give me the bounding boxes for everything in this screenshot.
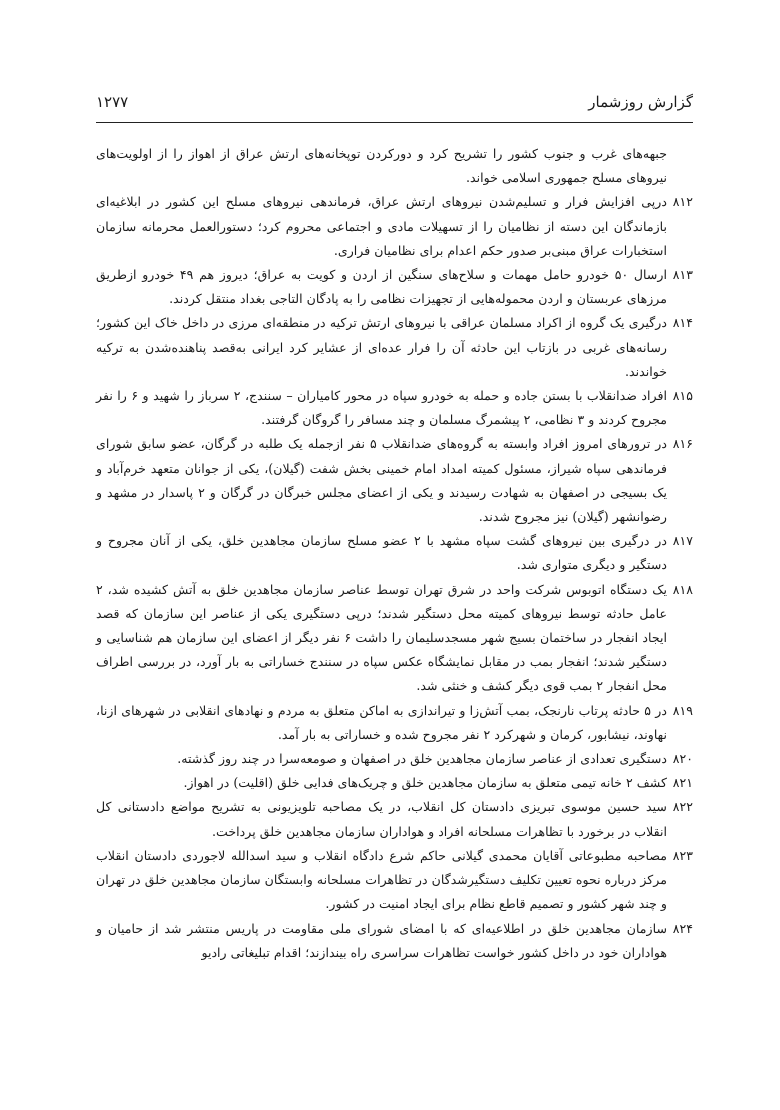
entry-number: ۸۱۲	[672, 194, 693, 210]
entry-817	[96, 529, 693, 577]
entry-text: دستگیری تعدادی از عناصر سازمان مجاهدین خلق در اصفهان و صومعه‌سرا در چند روز گذشته.	[177, 751, 667, 767]
entry-text: ارسال ۵۰ خودرو حامل مهمات و سلاح‌های سنگین از اردن و کویت به عراق؛ دیروز هم ۴۹ خودرو ازطریق مرزهای عربستان و اردن محموله‌هایی از تجهیزات نظامی را به پادگان التاجی بغداد منتقل کردند.	[96, 267, 668, 307]
entry-815	[96, 384, 693, 432]
header-divider	[96, 122, 693, 123]
entry-824	[96, 917, 693, 965]
entry-text: درگیری یک گروه از اکراد مسلمان عراقی با نیروهای ارتش ترکیه در منطقه‌ای مرزی در داخل خاک این کشور؛ رسانه‌های غربی در بازتاب این حادثه آن را فرار عده‌ای از عشایر کرد ایرانی به‌قصد پناهنده‌شدن به ترکیه خواندند.	[96, 315, 667, 379]
entry-number: ۸۱۹	[672, 702, 693, 718]
entry-text: مصاحبه مطبوعاتی آقایان محمدی گیلانی حاکم شرع دادگاه انقلاب و سید اسدالله لاجوردی دادستان انقلاب مرکز درباره نحوه تعیین تکلیف دستگیرشدگان در تظاهرات مسلحانه وابستگان سازمان مجاهدین خلق در تهران و چند شهر کشور و تصمیم قاطع نظام برای ایجاد امنیت در کشور.	[96, 847, 667, 912]
page-number: ۱۲۷۷	[96, 93, 129, 111]
entry-813	[96, 263, 693, 311]
entry-814	[96, 311, 693, 384]
entry-text: در ۵ حادثه پرتاب نارنجک، بمب آتش‌زا و تیراندازی به اماکن متعلق به مردم و نهادهای انقلابی در شهرهای ازنا، نهاوند، نیشابور، کرمان و شهرکرد ۲ نفر مجروح شده و خساراتی به بار آمد.	[96, 702, 667, 742]
entry-number: ۸۱۷	[672, 533, 693, 549]
page-header	[96, 92, 693, 118]
entry-text: در ترورهای امروز افراد وابسته به گروه‌های ضدانقلاب ۵ نفر ازجمله یک طلبه در گرگان، عضو سابق شورای فرماندهی سپاه شیراز، مسئول کمیته امداد امام خمینی بخش شفت (گیلان)، یکی از جوانان متعهد خرم‌آباد و یک بسیجی در اصفهان به شهادت رسیدند و یکی از اعضای مجلس خبرگان در گرگان و ۲ پاسدار در مشهد و رضوانشهر (گیلان) نیز مجروح شدند.	[96, 436, 667, 525]
entry-text: افراد ضدانقلاب با بستن جاده و حمله به خودرو سپاه در محور کامیاران – سنندج، ۲ سرباز را شهید و ۶ را نفر مجروح کردند و ۳ نظامی، ۲ پیشمرگ مسلمان و چند مسافر را گروگان گرفتند.	[96, 388, 667, 428]
entry-number: ۸۲۴	[672, 920, 693, 936]
entry-820	[96, 747, 693, 771]
entry-821	[96, 771, 693, 795]
entry-number: ۸۱۵	[672, 388, 693, 404]
entry-number: ۸۲۱	[672, 775, 693, 791]
entry-text: کشف ۲ خانه تیمی متعلق به سازمان مجاهدین خلق و چریک‌های فدایی خلق (اقلیت) در اهواز.	[183, 775, 667, 791]
entry-number: ۸۲۳	[672, 847, 693, 863]
entry-text: یک دستگاه اتوبوس شرکت واحد در شرق تهران توسط عناصر سازمان مجاهدین خلق به آتش کشیده شد، ۲ عامل حادثه توسط نیروهای کمیته محل دستگیر شدند؛ درپی دستگیری یکی از عناصر این سازمان که قصد ایجاد انفجار در ساختمان بسیج شهر مسجدسلیمان را داشت ۶ نفر دیگر از اعضای این سازمان هم شناسایی و دستگیر شدند؛ انفجار بمب در مقابل نمایشگاه عکس سپاه در سنندج خساراتی به بار آورد، در بررسی اطراف محل انفجار ۲ بمب قوی دیگر کشف و خنثی شد.	[96, 581, 667, 694]
entry-text: سازمان مجاهدین خلق در اطلاعیه‌ای که با امضای شورای ملی مقاومت در پاریس منتشر شد از حامیان و هواداران خود در داخل کشور خواست تظاهرات سراسری راه بیندازند؛ اقدام تبلیغاتی رادیو	[96, 920, 667, 960]
entry-text: سید حسین موسوی تبریزی دادستان کل انقلاب، در یک مصاحبه تلویزیونی به تشریح مواضع دادستانی کل انقلاب در برخورد با تظاهرات مسلحانه افراد و هواداران سازمان مجاهدین خلق پرداخت.	[96, 799, 667, 839]
running-title: گزارش روزشمار	[588, 93, 693, 111]
entry-number: ۸۱۸	[672, 581, 693, 597]
continued-paragraph: جبهه‌های غرب و جنوب کشور را تشریح کرد و دورکردن توپخانه‌های ارتش عراق از اهواز را از اولویت‌های نیروهای مسلح جمهوری اسلامی خواند.	[96, 146, 667, 186]
entry-816	[96, 432, 693, 529]
entry-818	[96, 578, 693, 699]
body-text	[96, 142, 693, 965]
entry-number: ۸۲۲	[672, 799, 693, 815]
entry-number: ۸۲۰	[672, 751, 693, 767]
entry-819	[96, 699, 693, 747]
entry-text: درپی افزایش فرار و تسلیم‌شدن نیروهای ارتش عراق، فرماندهی نیروهای مسلح این کشور در ابلاغیه‌ای بازماندگان این دسته از نظامیان را از تسهیلات مادی و اجتماعی محروم کرد؛ دستورالعمل محرمانه سازمان استخبارات عراق مبنی‌بر صدور حکم اعدام برای نظامیان فراری.	[96, 194, 667, 258]
entry-823	[96, 844, 693, 917]
entry-number: ۸۱۴	[672, 315, 693, 331]
entry-822	[96, 795, 693, 843]
entry-number: ۸۱۳	[672, 267, 694, 283]
entry-number: ۸۱۶	[672, 436, 693, 452]
entry-812	[96, 190, 693, 263]
entry-text: در درگیری بین نیروهای گشت سپاه مشهد با ۲ عضو مسلح سازمان مجاهدین خلق، یکی از آنان مجروح و دستگیر و دیگری متواری شد.	[96, 533, 667, 573]
